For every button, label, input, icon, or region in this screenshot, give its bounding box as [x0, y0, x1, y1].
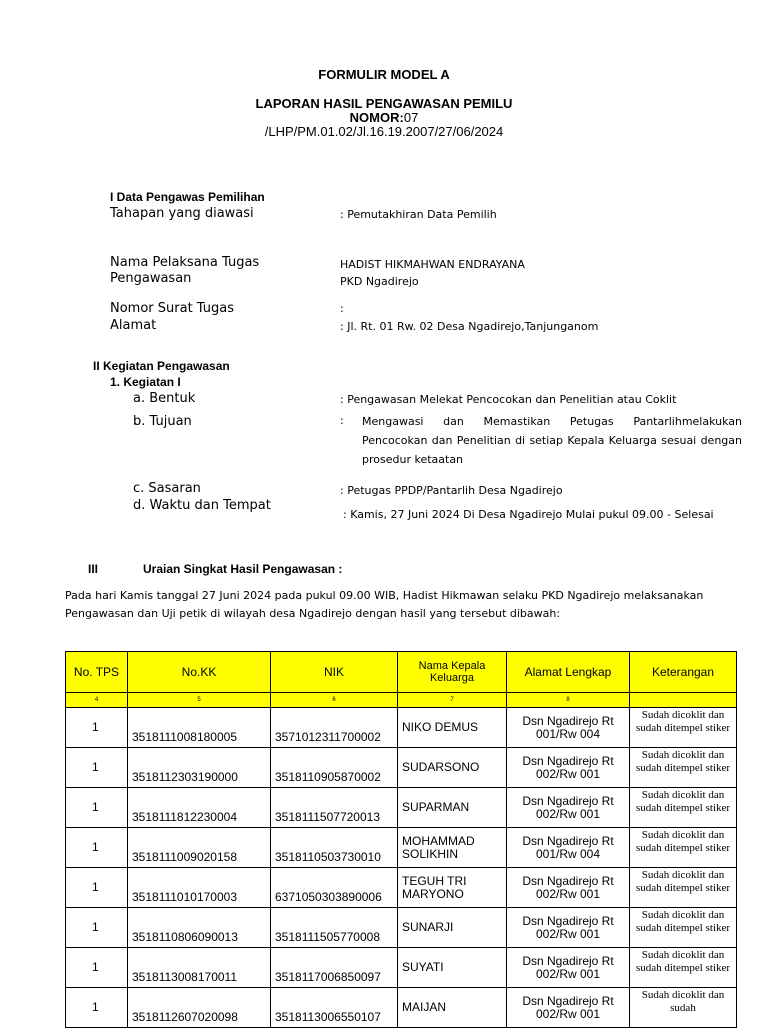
table-cell-keterangan: Sudah dicoklit dan sudah [630, 988, 737, 1028]
table-cell-tps: 1 [66, 988, 128, 1028]
table-cell-no-kk: 3518111812230004 [128, 788, 271, 828]
table-row [66, 708, 737, 748]
table-cell-alamat: Dsn Ngadirejo Rt 002/Rw 001 [507, 908, 630, 948]
table-cell-tps: 1 [66, 948, 128, 988]
table-cell-nama: SUPARMAN [398, 788, 507, 828]
nomor-surat-label: Nomor Surat Tugas [110, 301, 235, 316]
table-cell-keterangan: Sudah dicoklit dan sudah ditempel stiker [630, 908, 737, 948]
report-title: LAPORAN HASIL PENGAWASAN PEMILU [255, 96, 513, 111]
table-cell-nik: 3518111507720013 [271, 788, 398, 828]
column-number: 5 [128, 693, 271, 708]
table-cell-no-kk: 3518111009020158 [128, 828, 271, 868]
table-cell-nik: 3518113006550107 [271, 988, 398, 1028]
tujuan-colon: : [340, 414, 344, 427]
table-cell-tps: 1 [66, 708, 128, 748]
table-cell-keterangan: Sudah dicoklit dan sudah ditempel stiker [630, 788, 737, 828]
section-3-heading: Uraian Singkat Hasil Pengawasan : [143, 562, 343, 576]
table-cell-alamat: Dsn Ngadirejo Rt 002/Rw 001 [507, 948, 630, 988]
table-cell-tps: 1 [66, 868, 128, 908]
table-row [66, 748, 737, 788]
alamat-value: : Jl. Rt. 01 Rw. 02 Desa Ngadirejo,Tanjunganom [340, 320, 599, 333]
table-cell-no-kk: 3518110806090013 [128, 908, 271, 948]
waktu-value: : Kamis, 27 Juni 2024 Di Desa Ngadirejo Mulai pukul 09.00 - Selesai [343, 508, 714, 521]
tujuan-label: b. Tujuan [133, 414, 192, 429]
table-cell-nama: MOHAMMAD SOLIKHIN [398, 828, 507, 868]
table-header-row [66, 652, 737, 693]
column-number: 8 [507, 693, 630, 708]
tahapan-value: : Pemutakhiran Data Pemilih [340, 208, 497, 221]
table-cell-alamat: Dsn Ngadirejo Rt 001/Rw 004 [507, 708, 630, 748]
table-cell-nik: 3571012311700002 [271, 708, 398, 748]
pelaksana-label-line2: Pengawasan [110, 271, 192, 286]
summary-line-1: Pada hari Kamis tanggal 27 Juni 2024 pada pukul 09.00 WIB, Hadist Hikmawan selaku PKD Ngadirejo melaksanakan [65, 589, 704, 602]
waktu-label: d. Waktu dan Tempat [133, 498, 271, 513]
tujuan-value: Mengawasi dan Memastikan Petugas Pantarlihmelakukan Pencocokan dan Penelitian di setiap Kepala Keluarga sesuai dengan prosedur ketaatan [362, 415, 742, 466]
table-cell-nama: TEGUH TRI MARYONO [398, 868, 507, 908]
table-cell-tps: 1 [66, 748, 128, 788]
table-cell-no-kk: 3518112607020098 [128, 988, 271, 1028]
table-cell-nik: 6371050303890006 [271, 868, 398, 908]
column-number: 6 [271, 693, 398, 708]
table-row [66, 948, 737, 988]
table-cell-keterangan: Sudah dicoklit dan sudah ditempel stiker [630, 708, 737, 748]
header-nama-kepala-keluarga: Nama Kepala Keluarga [398, 652, 507, 693]
table-row [66, 988, 737, 1028]
tahapan-label: Tahapan yang diawasi [110, 206, 254, 221]
table-cell-alamat: Dsn Ngadirejo Rt 002/Rw 001 [507, 868, 630, 908]
form-title: FORMULIR MODEL A [318, 67, 450, 82]
table-cell-nama: SUDARSONO [398, 748, 507, 788]
table-cell-nik: 3518111505770008 [271, 908, 398, 948]
table-cell-alamat: Dsn Ngadirejo Rt 002/Rw 001 [507, 788, 630, 828]
summary-line-2: Pengawasan dan Uji petik di wilayah desa Ngadirejo dengan hasil yang tersebut dibawah: [65, 607, 561, 620]
table-cell-no-kk: 3518111008180005 [128, 708, 271, 748]
table-cell-tps: 1 [66, 788, 128, 828]
table-cell-nik: 3518110503730010 [271, 828, 398, 868]
pelaksana-label-line1: Nama Pelaksana Tugas [110, 255, 260, 270]
sasaran-value: : Petugas PPDP/Pantarlih Desa Ngadirejo [340, 484, 563, 497]
table-cell-nama: SUNARJI [398, 908, 507, 948]
table-cell-keterangan: Sudah dicoklit dan sudah ditempel stiker [630, 948, 737, 988]
header-no-kk: No.KK [128, 652, 271, 693]
section-2-heading: II Kegiatan Pengawasan [93, 359, 230, 373]
table-cell-tps: 1 [66, 828, 128, 868]
header-nik: NIK [271, 652, 398, 693]
nomor-surat-value: : [340, 302, 344, 315]
bentuk-value: : Pengawasan Melekat Pencocokan dan Penelitian atau Coklit [340, 393, 677, 406]
table-cell-keterangan: Sudah dicoklit dan sudah ditempel stiker [630, 868, 737, 908]
table-cell-nik: 3518117006850097 [271, 948, 398, 988]
pelaksana-name: HADIST HIKMAHWAN ENDRAYANA [340, 258, 525, 271]
table-cell-no-kk: 3518113008170011 [128, 948, 271, 988]
table-cell-nama: MAIJAN [398, 988, 507, 1028]
table-column-number-row [66, 693, 737, 708]
table-cell-no-kk: 3518112303190000 [128, 748, 271, 788]
section-3-number: III [88, 562, 99, 576]
table-cell-no-kk: 3518111010170003 [128, 868, 271, 908]
header-alamat-lengkap: Alamat Lengkap [507, 652, 630, 693]
table-cell-nama: SUYATI [398, 948, 507, 988]
table-cell-keterangan: Sudah dicoklit dan sudah ditempel stiker [630, 748, 737, 788]
report-reference: /LHP/PM.01.02/Jl.16.19.2007/27/06/2024 [264, 124, 504, 139]
pelaksana-role: PKD Ngadirejo [340, 275, 419, 288]
table-cell-nik: 3518110905870002 [271, 748, 398, 788]
table-row [66, 788, 737, 828]
table-cell-nama: NIKO DEMUS [398, 708, 507, 748]
table-row [66, 828, 737, 868]
table-row [66, 908, 737, 948]
table-cell-keterangan: Sudah dicoklit dan sudah ditempel stiker [630, 828, 737, 868]
report-number [0, 110, 768, 125]
table-cell-tps: 1 [66, 908, 128, 948]
table-row [66, 868, 737, 908]
bentuk-label: a. Bentuk [133, 391, 196, 406]
table-cell-alamat: Dsn Ngadirejo Rt 001/Rw 004 [507, 828, 630, 868]
kegiatan-heading: 1. Kegiatan I [110, 375, 181, 389]
table-cell-alamat: Dsn Ngadirejo Rt 002/Rw 001 [507, 988, 630, 1028]
column-number [630, 693, 737, 708]
section-1-heading: I Data Pengawas Pemilihan [110, 190, 265, 204]
nomor-label: NOMOR: [349, 110, 404, 125]
results-table [65, 651, 737, 1028]
nomor-value: 07 [403, 110, 419, 125]
column-number: 7 [398, 693, 507, 708]
column-number: 4 [66, 693, 128, 708]
header-no-tps: No. TPS [66, 652, 128, 693]
sasaran-label: c. Sasaran [133, 481, 201, 496]
header-keterangan: Keterangan [630, 652, 737, 693]
alamat-label: Alamat [110, 318, 157, 333]
table-cell-alamat: Dsn Ngadirejo Rt 002/Rw 001 [507, 748, 630, 788]
